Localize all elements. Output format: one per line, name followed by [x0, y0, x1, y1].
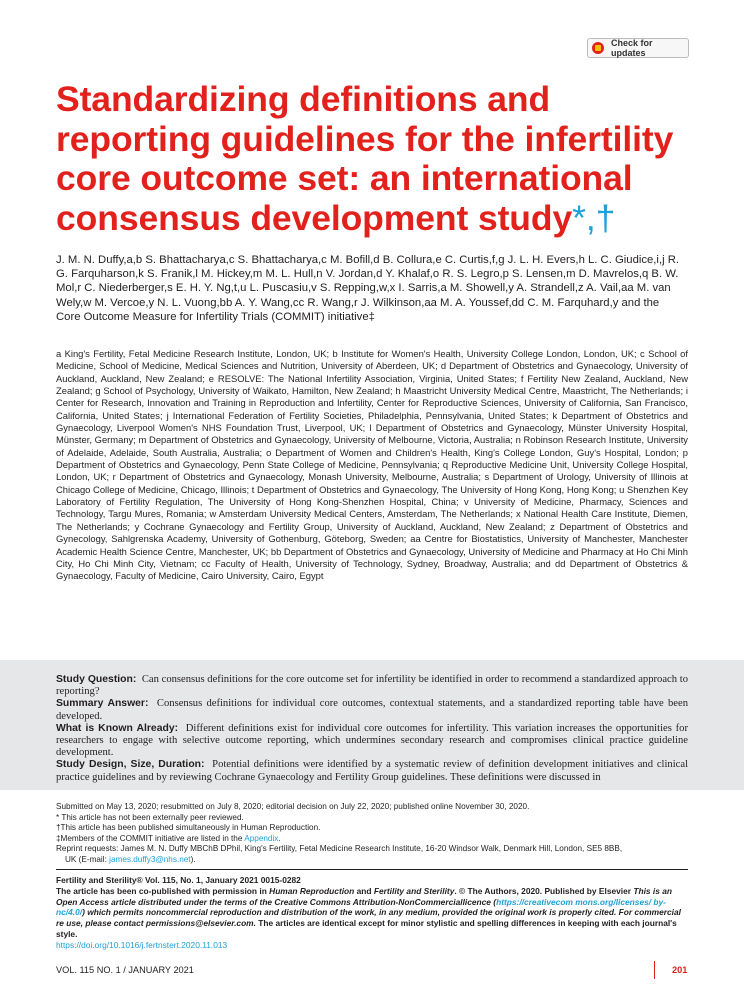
journal-name-fs: Fertility and Sterility	[373, 885, 455, 896]
article-title	[56, 80, 696, 238]
email-prefix: UK (E-mail:	[65, 854, 107, 864]
open-access-text: This is an Open Access article distributed under the terms of the Creative Commons Attribution-NonCommerciallicence (	[56, 885, 672, 907]
open-access-text: ) which permits noncommercial reproduction and distribution of the work, in any medium, provided the original work is properly cited. For commercial re use, please contact permissions@elsevier.com.	[56, 907, 681, 929]
copyright-statement	[56, 886, 688, 940]
abstract-text: Can consensus definitions for the core outcome set for infertility be identified in order to recommend a standardized approach to reporting?	[56, 674, 688, 698]
abstract-study-question	[56, 674, 688, 698]
crossmark-icon	[592, 42, 604, 54]
journal-citation: Fertility and Sterility® Vol. 115, No. 1, January 2021 0015-0282	[56, 875, 301, 885]
check-for-updates-button[interactable]	[587, 38, 689, 58]
reprint-requests: Reprint requests: James M. N. Duffy MBChB DPhil, King's Fertility, Fetal Medicine Research Institute, 16-20 Windsor Walk, Denmark Hill, London, SE5 8BB,	[56, 844, 623, 854]
copyright-text: The article has been co-published with permission in	[56, 885, 267, 896]
license-link[interactable]: https://creativecom mons.org/licenses/ by-nc/4.0/	[56, 896, 666, 918]
reprint-email-line	[56, 855, 696, 866]
abstract-text: Consensus definitions for individual core outcomes, contextual statements, and a standardized reporting table have been developed.	[56, 698, 688, 722]
footnote-divider	[56, 869, 688, 870]
footnote-dagger: †This article has been published simultaneously in Human Reproduction.	[56, 823, 321, 833]
abstract-text: Different definitions exist for individual core outcomes for infertility. This variation increases the opportunities for researchers to engage with selective outcome reporting, which undermines secondary research and compromises clinical practice guideline development.	[56, 722, 689, 759]
abstract-label: Study Design, Size, Duration:	[56, 759, 205, 771]
abstract-summary-answer	[56, 698, 688, 722]
article-title-text: Standardizing definitions and reporting guidelines for the infertility core outcome set: an international consensus development study	[56, 79, 674, 238]
abstract-study-design	[56, 759, 688, 783]
page-divider	[654, 961, 655, 979]
submission-dates: Submitted on May 13, 2020; resubmitted on July 8, 2020; editorial decision on July 22, 2020; published online November 30, 2020.	[56, 802, 530, 811]
author-list: J. M. N. Duffy,a,b S. Bhattacharya,c S. Bhattacharya,c M. Bofill,d B. Collura,e C. Curtis,f,g J. L. H. Evers,h L. C. Giudice,i,j R. G. Farquharson,k S. Franik,l M. Hickey,m M. L. Hull,n V. Jordan,d Y. Khalaf,o R. S. Legro,p S. Lensen,m D. Mavrelos,q B. W. Mol,r C. Niederberger,s E. H. Y. Ng,t,u L. Puscasiu,v S. Repping,w,x I. Sarris,a M. Showell,y A. Strandell,z A. Vail,aa M. van Wely,w M. Vercoe,y N. L. Vuong,bb A. Y. Wang,cc R. Wang,r J. Wilkinson,aa M. A. Youssef,dd C. M. Farquhard,y and the Core Outcome Measure for Infertility Trials (COMMIT) initiative‡	[56, 254, 680, 323]
journal-name-hr: Human Reproduction	[269, 885, 355, 896]
email-link[interactable]: james.duffy3@nhs.net	[109, 854, 191, 864]
footnote-text: .	[278, 833, 281, 843]
abstract-label: Study Question:	[56, 674, 137, 685]
footnote-star: * This article has not been externally peer reviewed.	[56, 812, 244, 822]
copyright-text: and	[356, 885, 372, 896]
appendix-link[interactable]: Appendix	[244, 833, 279, 843]
footnote-double-dagger	[56, 834, 696, 845]
email-suffix: ).	[190, 854, 196, 864]
abstract-box	[0, 660, 744, 790]
journal-info	[56, 875, 688, 951]
affiliations: a King's Fertility, Fetal Medicine Research Institute, London, UK; b Institute for Women's Health, University College London, London, UK; c School of Medicine, School of Medicine, Medical Sciences and Nutrition, University of Aberdeen, UK; d Department of Obstetrics and Gynaecology, University of Auckland, Auckland, New Zealand; e RESOLVE: The National Infertility Association, Virginia, United States; f Fertility New Zealand, Auckland, New Zealand; g School of Psychology, University of Waikato, Hamilton, New Zealand; h Maastricht University Medical Centre, Maastricht, The Netherlands; i Center for Research, Innovation and Training in Reproduction and Infertility, Center for Reproductive Sciences, University of California, San Francisco, California, United States; j International Federation of Fertility Societies, Philadelphia, Pennsylvania, United States; k Department of Obstetrics and Gynaecology, Liverpool Women's NHS Foundation Trust, Liverpool, UK; l Department of Obstetrics and Gynaecology, Münster University Hospital, Münster, Germany; m Department of Obstetrics and Gynaecology, University of Melbourne, Victoria, Australia; n Robinson Research Institute, University of Adelaide, Adelaide, South Australia, Australia; o Department of Women and Children's Health, King's College London, Guy's Hospital, London; p Department of Obstetrics and Gynaecology, Penn State College of Medicine, Pennsylvania; q Reproductive Medicine Unit, University College Hospital, London, UK; r Department of Obstetrics and Gynaecology, Monash University, Melbourne, Australia; s Department of Urology, University of Illinois at Chicago College of Medicine, Chicago, Illinois; t Department of Obstetrics and Gynaecology, The University of Hong Kong, Hong Kong; u Shenzhen Key Laboratory of Fertility Regulation, The University of Hong Kong-Shenzhen Hospital, China; v University of Medicine, Pharmacy, Sciences and Technology, Targu Mures, Romania; w Amsterdam University Medical Centers, Amsterdam, The Netherlands; x National Health Care Institute, Diemen, The Netherlands; y Cochrane Gynaecology and Fertility Group, University of Auckland, Auckland, New Zealand; z Department of Obstetrics and Gynecology, Sahlgrenska Academy, University of Gothenburg, Göteborg, Sweden; aa Centre for Biostatistics, University of Manchester, Manchester Academic Health Science Centre, Manchester, UK; bb Department of Obstetrics and Gynaecology, University of Medicine and Pharmacy at Ho Chi Minh City, Ho Chi Minh City, Vietnam; cc Faculty of Health, University of Technology, Sydney, Broadway, Australia; and dd Department of Obstetrics & Gynaecology, Faculty of Medicine, Cairo University, Cairo, Egypt	[56, 348, 688, 582]
abstract-label: Summary Answer:	[56, 698, 149, 710]
page-number: 201	[672, 965, 688, 975]
doi-link[interactable]: https://doi.org/10.1016/j.fertnstert.2020.11.013	[56, 939, 228, 950]
footnote-text: ‡Members of the COMMIT initiative are listed in the	[56, 833, 243, 843]
volume-info: VOL. 115 NO. 1 / JANUARY 2021	[56, 965, 194, 975]
copyright-text: . © The Authors, 2020. Published by Elsevier	[454, 885, 632, 896]
article-footnotes	[56, 802, 696, 866]
abstract-known-already	[56, 723, 688, 760]
co-publication-note: The articles are identical except for minor stylistic and spelling differences in keeping with each journal's style.	[56, 918, 677, 939]
abstract-label: What is Known Already:	[56, 722, 179, 734]
check-for-updates-label: Check for updates	[611, 38, 653, 58]
abstract-text: Potential definitions were identified by a systematic review of definition development initiatives and clinical practice guidelines and by reviewing Cochrane Gynaecology and Fertility Group guidelines. These definitions were discussed in	[56, 759, 689, 783]
title-footnote-marks: *,†	[572, 197, 616, 238]
